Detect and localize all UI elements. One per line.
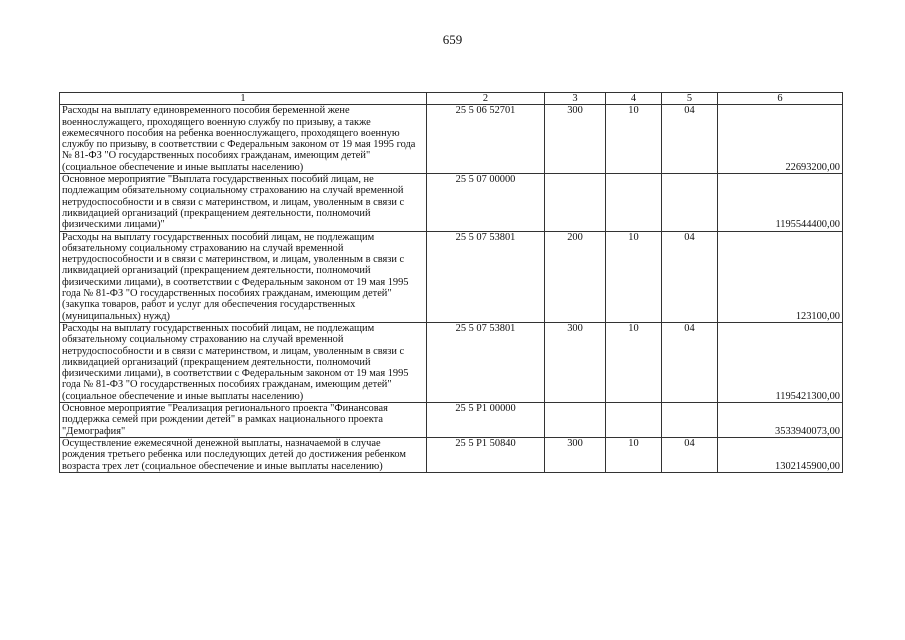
budget-table: [59, 92, 843, 473]
row-col5: 04: [662, 231, 718, 322]
row-col4: [606, 403, 662, 438]
row-col3: [545, 403, 606, 438]
row-description: Осуществление ежемесячной денежной выплаты, назначаемой в случае рождения третьего ребенка или последующих детей до достижения ребенком возраста трех лет (социальное обеспечение и иные выплаты населению): [60, 437, 427, 472]
column-header-4: 4: [606, 93, 662, 105]
row-col3: 300: [545, 105, 606, 174]
row-col3: 200: [545, 231, 606, 322]
table-row: [60, 322, 843, 402]
row-description: Расходы на выплату единовременного пособия беременной жене военнослужащего, проходящего военную службу по призыву, а также ежемесячного пособия на ребенка военнослужащего, проходящего военную службу по призыву, в соответствии с Федеральным законом от 19 мая 1995 года № 81-ФЗ "О государственных пособиях гражданам, имеющим детей" (социальное обеспечение и иные выплаты населению): [60, 105, 427, 174]
row-amount: 3533940073,00: [718, 403, 843, 438]
row-col5: [662, 403, 718, 438]
row-code: 25 5 06 52701: [427, 105, 545, 174]
row-description: Расходы на выплату государственных пособий лицам, не подлежащим обязательному социальному страхованию на случай временной нетрудоспособности и в связи с материнством, и лицам, уволенным в связи с ликвидацией организаций (прекращением деятельности, полномочий физическими лицами), в соответствии с Федеральным законом от 19 мая 1995 года № 81-ФЗ "О государственных пособиях гражданам, имеющим детей" (социальное обеспечение и иные выплаты населению): [60, 322, 427, 402]
row-description: Основное мероприятие "Реализация регионального проекта "Финансовая поддержка семей при рождении детей" в рамках национального проекта "Демография": [60, 403, 427, 438]
table-row: [60, 105, 843, 174]
row-amount: 1302145900,00: [718, 437, 843, 472]
row-description: Основное мероприятие "Выплата государственных пособий лицам, не подлежащим обязательному социальному страхованию на случай временной нетрудоспособности и в связи с материнством, и лицам, уволенным в связи с ликвидацией организаций (прекращением деятельности, полномочий физическими лицами)": [60, 174, 427, 231]
row-col3: 300: [545, 322, 606, 402]
table-row: [60, 403, 843, 438]
table-header-row: [60, 93, 843, 105]
column-header-6: 6: [718, 93, 843, 105]
row-col3: 300: [545, 437, 606, 472]
row-col3: [545, 174, 606, 231]
row-code: 25 5 07 00000: [427, 174, 545, 231]
table-row: [60, 174, 843, 231]
column-header-2: 2: [427, 93, 545, 105]
column-header-1: 1: [60, 93, 427, 105]
table-row: [60, 437, 843, 472]
row-col5: 04: [662, 437, 718, 472]
row-code: 25 5 07 53801: [427, 322, 545, 402]
row-col4: 10: [606, 437, 662, 472]
row-amount: 1195421300,00: [718, 322, 843, 402]
row-amount: 1195544400,00: [718, 174, 843, 231]
row-code: 25 5 07 53801: [427, 231, 545, 322]
row-description: Расходы на выплату государственных пособий лицам, не подлежащим обязательному социальному страхованию на случай временной нетрудоспособности и в связи с материнством, и лицам, уволенным в связи с ликвидацией организаций (прекращением деятельности, полномочий физическими лицами), в соответствии с Федеральным законом от 19 мая 1995 года № 81-ФЗ "О государственных пособиях гражданам, имеющим детей" (закупка товаров, работ и услуг для обеспечения государственных (муниципальных) нужд): [60, 231, 427, 322]
row-col4: 10: [606, 322, 662, 402]
row-amount: 22693200,00: [718, 105, 843, 174]
row-col5: 04: [662, 322, 718, 402]
row-col5: [662, 174, 718, 231]
row-col4: 10: [606, 105, 662, 174]
row-col5: 04: [662, 105, 718, 174]
column-header-3: 3: [545, 93, 606, 105]
page-number: 659: [442, 32, 463, 47]
table-row: [60, 231, 843, 322]
row-code: 25 5 P1 00000: [427, 403, 545, 438]
column-header-5: 5: [662, 93, 718, 105]
row-amount: 123100,00: [718, 231, 843, 322]
row-code: 25 5 P1 50840: [427, 437, 545, 472]
row-col4: 10: [606, 231, 662, 322]
row-col4: [606, 174, 662, 231]
